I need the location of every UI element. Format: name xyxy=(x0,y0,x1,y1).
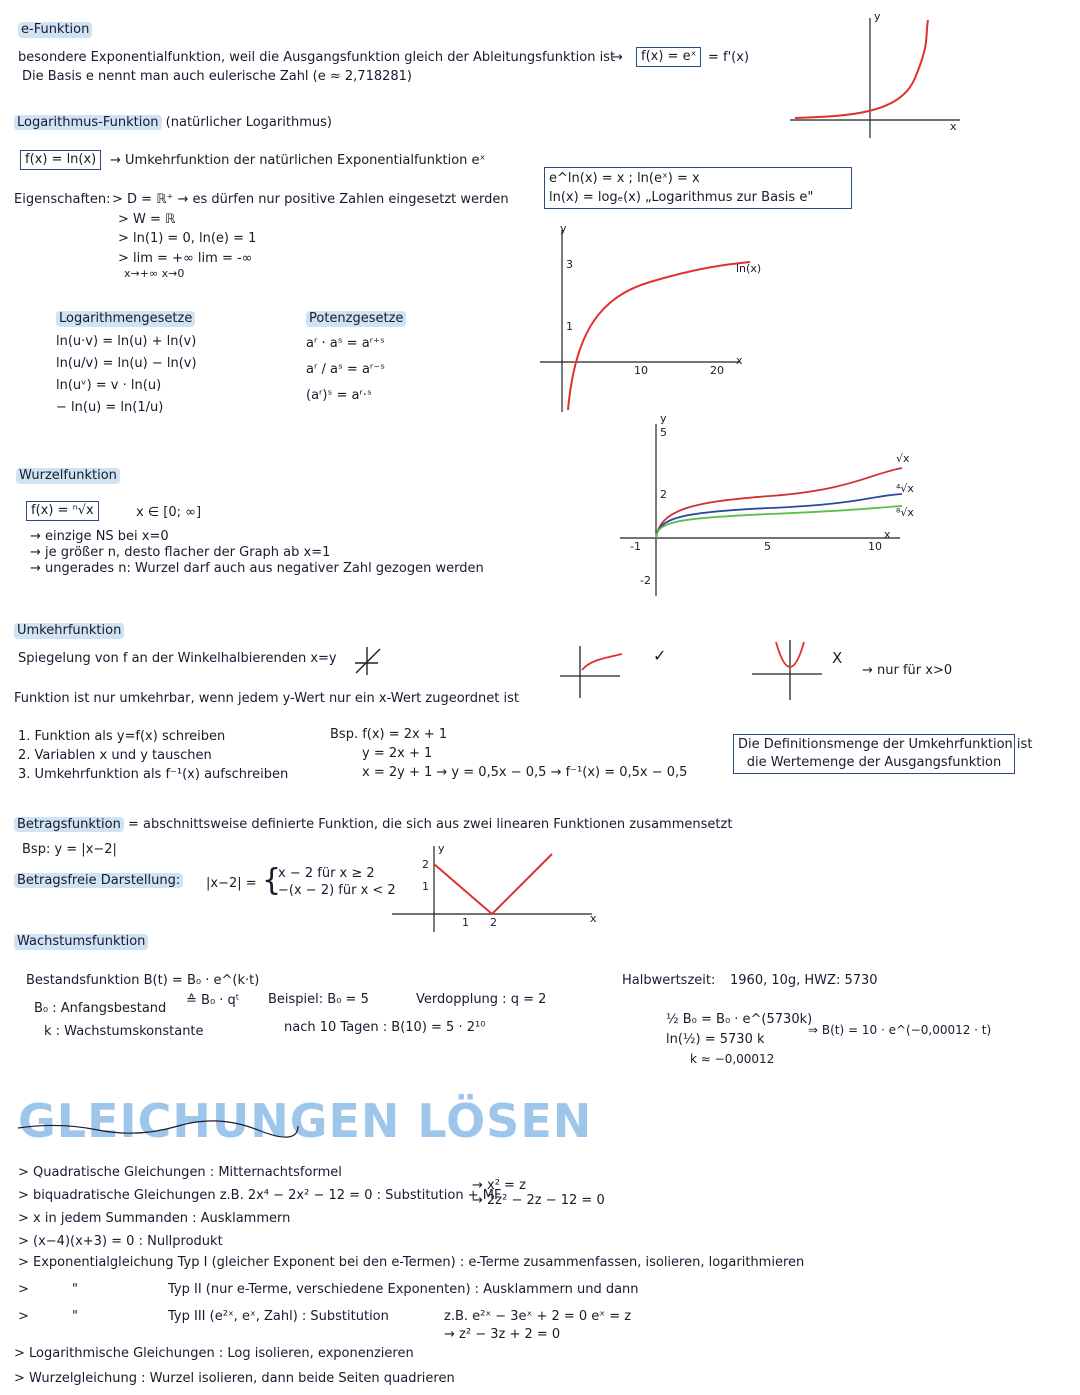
umkehr-x-label: X xyxy=(832,649,843,667)
cross-icon xyxy=(352,645,382,677)
title-underline xyxy=(18,1118,318,1138)
betrag-tick-2x: 2 xyxy=(490,916,497,929)
ln-curve xyxy=(568,262,750,410)
typ3-bsp1: z.B. e²ˣ − 3eˣ + 2 = 0 eˣ = z xyxy=(444,1309,632,1324)
graph-x-label: x xyxy=(950,120,957,133)
arrow-icon: → xyxy=(612,50,623,65)
umkehr-box-l2: die Wertemenge der Ausgangsfunktion xyxy=(746,755,1002,770)
abs-curve xyxy=(434,854,552,914)
efunc-deriv: = f'(x) xyxy=(708,50,750,65)
root4-curve xyxy=(656,494,902,538)
wurzel-tick-10: 10 xyxy=(868,540,882,553)
ditto-mark: " xyxy=(72,1282,78,1297)
betrag-row xyxy=(14,817,732,833)
ln-eig4-sub: x→+∞ x→0 xyxy=(124,267,185,280)
umkehr-nur: → nur für x>0 xyxy=(862,663,953,678)
ln-tick-x: x xyxy=(736,354,743,367)
gleich-bullet: > xyxy=(18,1282,29,1297)
log-rule: ln(u/v) = ln(u) − ln(v) xyxy=(56,356,197,371)
log-gesetze xyxy=(56,311,197,419)
wachstum-bsp1: Beispiel: B₀ = 5 xyxy=(268,992,369,1007)
ln-eig4: > lim = +∞ lim = -∞ xyxy=(118,251,253,266)
efunc-graph xyxy=(790,8,970,138)
hw-val: 1960, 10g, HWZ: 5730 xyxy=(730,973,878,988)
ln-heading-row xyxy=(14,115,332,131)
wachstum-bsp3: nach 10 Tagen : B(10) = 5 · 2¹⁰ xyxy=(284,1020,486,1035)
log-rule: ln(u·v) = ln(u) + ln(v) xyxy=(56,334,197,349)
ln-tick-10: 10 xyxy=(634,364,648,377)
ln-eig1: > D = ℝ⁺ → es dürfen nur positive Zahlen eingesetzt werden xyxy=(112,192,509,207)
hw2: ln(½) = 5730 k xyxy=(666,1032,765,1047)
exp-curve xyxy=(795,20,928,118)
graph-y-label: y xyxy=(874,10,881,23)
hw3: k ≈ −0,00012 xyxy=(690,1052,775,1066)
umkehr-bsp2: y = 2x + 1 xyxy=(362,746,433,761)
gleich-item-3: > x in jedem Summanden : Ausklammern xyxy=(18,1211,291,1226)
gleich-subst2: → 2z² − 2z − 12 = 0 xyxy=(472,1193,605,1208)
betrag-frei-label: Betragsfreie Darstellung: xyxy=(14,873,183,889)
pot-gesetze xyxy=(306,311,406,409)
wurzel-tick-neg1: -1 xyxy=(630,540,641,553)
wurzel-tick-neg2: -2 xyxy=(640,574,651,587)
betrag-frei-lhs: |x−2| = xyxy=(206,876,257,891)
efunc-heading: e-Funktion xyxy=(18,22,92,38)
curve xyxy=(582,654,622,670)
hw-res: ⇒ B(t) = 10 · e^(−0,00012 · t) xyxy=(808,1023,992,1037)
ln-graph xyxy=(540,222,780,412)
typ3-bsp2: → z² − 3z + 2 = 0 xyxy=(444,1327,561,1342)
root8-label: ⁸√x xyxy=(896,506,914,519)
umkehr-l2: Funktion ist nur umkehrbar, wenn jedem y-Wert nur ein x-Wert zugeordnet ist xyxy=(14,691,519,706)
gleich-item-1: > Quadratische Gleichungen : Mitternachtsformel xyxy=(18,1165,342,1180)
gleich-item-4: > (x−4)(x+3) = 0 : Nullprodukt xyxy=(18,1234,223,1249)
log-title: Logarithmengesetze xyxy=(56,311,195,327)
efunc-line2: Die Basis e nennt man auch eulerische Zahl (e ≈ 2,718281) xyxy=(22,69,413,84)
betrag-tick-2y: 2 xyxy=(422,858,429,871)
ln-box-line2: ln(x) = logₑ(x) „Logarithmus zur Basis e" xyxy=(549,190,814,205)
wachstum-b0: B₀ : Anfangsbestand xyxy=(34,1001,167,1016)
sqrt-curve xyxy=(656,468,902,538)
step: 3. Umkehrfunktion als f⁻¹(x) aufschreiben xyxy=(18,767,289,782)
efunc-line1: besondere Exponentialfunktion, weil die Ausgangsfunktion gleich der Ableitungsfunktion ist xyxy=(18,50,616,65)
betrag-graph xyxy=(392,842,612,932)
gleich-subst1: → x² = z xyxy=(472,1178,526,1193)
step: 2. Variablen x und y tauschen xyxy=(18,748,212,763)
gleich-item-6: Typ II (nur e-Terme, verschiedene Exponenten) : Ausklammern und dann xyxy=(168,1282,639,1297)
log-rule: ln(uᵛ) = v · ln(u) xyxy=(56,378,162,393)
umkehr-bsp3: x = 2y + 1 → y = 0,5x − 0,5 → f⁻¹(x) = 0,5x − 0,5 xyxy=(362,765,688,780)
ln-heading: Logarithmus-Funktion xyxy=(14,115,162,130)
wurzel-graph xyxy=(620,410,920,600)
wurzel-tick-y: y xyxy=(660,412,667,425)
gleich-item-8: > Logarithmische Gleichungen : Log isolieren, exponenzieren xyxy=(14,1346,414,1361)
wurzel-formula: f(x) = ⁿ√x xyxy=(26,501,99,521)
betrag-def: = abschnittsweise definierte Funktion, die sich aus zwei linearen Funktionen zusammensetzt xyxy=(127,817,733,832)
ln-graph-y: y xyxy=(560,222,567,235)
hw1: ½ B₀ = B₀ · e^(5730k) xyxy=(666,1012,813,1027)
ln-tick-1: 1 xyxy=(566,320,573,333)
ln-eig2: > W = ℝ xyxy=(118,212,176,227)
gleich-title: GLEICHUNGEN LÖSEN xyxy=(18,1094,593,1148)
gleich-item-5: > Exponentialgleichung Typ I (gleicher Exponent bei den e-Termen) : e-Terme zusammenfassen, isolieren, logarithmieren xyxy=(18,1255,805,1270)
brace-icon: { xyxy=(262,863,282,898)
umkehr-box xyxy=(733,734,1033,774)
ln-curve-label: ln(x) xyxy=(736,262,762,275)
betrag-case2: −(x − 2) für x < 2 xyxy=(278,883,396,898)
sqrt-label: √x xyxy=(896,452,910,465)
wurzel-tick-2: 2 xyxy=(660,488,667,501)
umkehr-l1: Spiegelung von f an der Winkelhalbierenden x=y xyxy=(18,651,337,666)
ln-eig3: > ln(1) = 0, ln(e) = 1 xyxy=(118,231,257,246)
betrag-heading: Betragsfunktion xyxy=(14,817,124,832)
wurzel-tick-x: x xyxy=(884,528,891,541)
wachstum-f: Bestandsfunktion B(t) = B₀ · e^(k·t) xyxy=(26,973,260,988)
wurzel-heading: Wurzelfunktion xyxy=(16,468,120,484)
ln-paren: (natürlicher Logarithmus) xyxy=(165,115,332,130)
ln-box-line1: e^ln(x) = x ; ln(eˣ) = x xyxy=(549,171,700,186)
log-rule: − ln(u) = ln(1/u) xyxy=(56,400,164,415)
betrag-tick-1x: 1 xyxy=(462,916,469,929)
betrag-tick-y: y xyxy=(438,842,445,855)
ln-tick-20: 20 xyxy=(710,364,724,377)
pot-rule: aʳ · aˢ = aʳ⁺ˢ xyxy=(306,336,385,351)
root8-curve xyxy=(656,506,902,538)
betrag-tick-x: x xyxy=(590,912,597,925)
wachstum-bsp2: Verdopplung : q = 2 xyxy=(416,992,547,1007)
umkehr-box-l1: Die Definitionsmenge der Umkehrfunktion ist xyxy=(738,737,1033,752)
betrag-case1: x − 2 für x ≥ 2 xyxy=(278,866,375,881)
hw-label: Halbwertszeit: xyxy=(622,973,716,988)
gleich-bullet: > xyxy=(18,1309,29,1324)
step: 1. Funktion als y=f(x) schreiben xyxy=(18,729,226,744)
ditto-mark: " xyxy=(72,1309,78,1324)
check-icon: ✓ xyxy=(653,646,667,665)
umkehr-steps xyxy=(18,727,288,784)
ln-box xyxy=(544,167,852,209)
umkehr-bsp1: Bsp. f(x) = 2x + 1 xyxy=(330,727,448,742)
umkehr-graph-parabola xyxy=(752,636,832,702)
ln-formula: f(x) = ln(x) xyxy=(20,150,101,170)
wachstum-f2: ≙ B₀ · qᵗ xyxy=(186,993,240,1008)
wurzel-p2: → je größer n, desto flacher der Graph ab x=1 xyxy=(30,545,331,560)
wurzel-tick-5x: 5 xyxy=(764,540,771,553)
ln-def: → Umkehrfunktion der natürlichen Exponentialfunktion eˣ xyxy=(110,153,486,168)
pot-title: Potenzgesetze xyxy=(306,311,406,327)
pot-rule: aʳ / aˢ = aʳ⁻ˢ xyxy=(306,362,385,377)
wachstum-heading: Wachstumsfunktion xyxy=(14,934,148,950)
pot-rule: (aʳ)ˢ = aʳ·ˢ xyxy=(306,388,372,403)
gleich-item-2: > biquadratische Gleichungen z.B. 2x⁴ − 2x² − 12 = 0 : Substitution + MF xyxy=(18,1188,502,1203)
wurzel-p1: → einzige NS bei x=0 xyxy=(30,529,169,544)
root4-label: ⁴√x xyxy=(896,482,914,495)
betrag-bsp: Bsp: y = |x−2| xyxy=(22,842,117,857)
betrag-tick-1y: 1 xyxy=(422,880,429,893)
wurzel-tick-5: 5 xyxy=(660,426,667,439)
ln-eig-label: Eigenschaften: xyxy=(14,192,111,207)
wachstum-k: k : Wachstumskonstante xyxy=(44,1024,204,1039)
gleich-item-7: Typ III (e²ˣ, eˣ, Zahl) : Substitution xyxy=(168,1309,389,1324)
efunc-formula: f(x) = eˣ xyxy=(636,47,701,67)
gleich-item-9: > Wurzelgleichung : Wurzel isolieren, dann beide Seiten quadrieren xyxy=(14,1371,455,1386)
ln-tick-3: 3 xyxy=(566,258,573,271)
umkehr-graph-ok xyxy=(560,640,630,700)
wurzel-p3: → ungerades n: Wurzel darf auch aus negativer Zahl gezogen werden xyxy=(30,561,484,576)
wurzel-domain: x ∈ [0; ∞] xyxy=(136,505,202,520)
umkehr-heading: Umkehrfunktion xyxy=(14,623,124,639)
